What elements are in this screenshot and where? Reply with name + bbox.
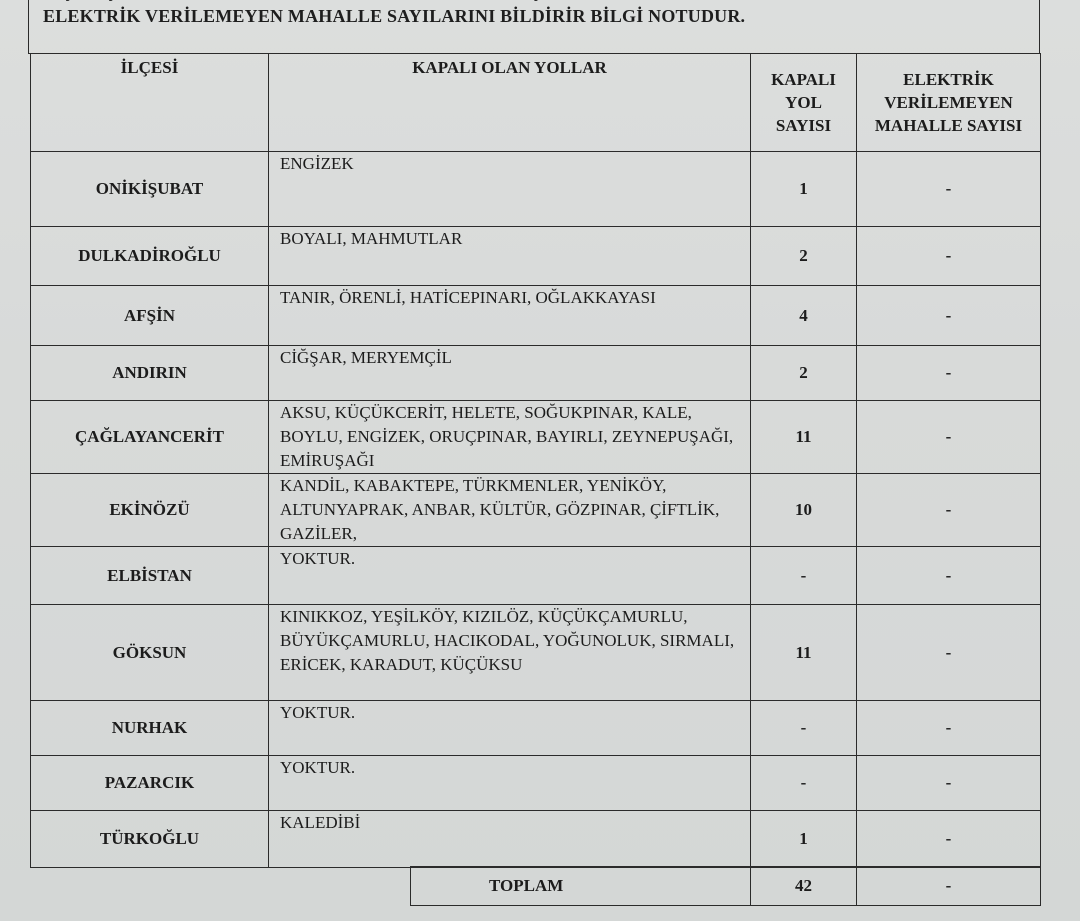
ilce-cell: PAZARCIK [31,756,269,811]
ilce-cell: ANDIRIN [31,346,269,401]
mahalle-cell: - [857,346,1041,401]
table-row [31,756,1041,811]
sayi-cell: 4 [751,286,857,346]
mahalle-cell: - [857,152,1041,227]
sayi-cell: 1 [751,152,857,227]
mahalle-cell: - [857,756,1041,811]
sayi-cell: - [751,701,857,756]
sayi-cell: 11 [751,605,857,701]
yollar-cell: CİĞŞAR, MERYEMÇİL [269,346,751,401]
ilce-cell: DULKADİROĞLU [31,227,269,286]
table-row [31,701,1041,756]
sayi-cell: - [751,756,857,811]
total-sayi: 42 [751,867,857,906]
table-row [31,346,1041,401]
ilce-cell: AFŞİN [31,286,269,346]
yollar-cell: BOYALI, MAHMUTLAR [269,227,751,286]
heading-box [28,0,1040,54]
ilce-cell: ÇAĞLAYANCERİT [31,401,269,474]
table-header-row [31,54,1041,152]
yollar-cell: AKSU, KÜÇÜKCERİT, HELETE, SOĞUKPINAR, KALE, BOYLU, ENGİZEK, ORUÇPINAR, BAYIRLI, ZEYNEPUŞAĞI, EMİRUŞAĞI [269,401,751,474]
table-row [31,605,1041,701]
total-mahalle: - [857,867,1041,906]
sayi-cell: 10 [751,474,857,547]
sayi-cell: 1 [751,811,857,868]
ilce-cell: ELBİSTAN [31,547,269,605]
heading-line-1 [43,0,803,2]
sayi-cell: - [751,547,857,605]
yollar-cell: KALEDİBİ [269,811,751,868]
mahalle-cell: - [857,227,1041,286]
sayi-cell: 2 [751,346,857,401]
mahalle-cell: - [857,286,1041,346]
sayi-cell: 2 [751,227,857,286]
mahalle-cell: - [857,547,1041,605]
column-header-ilce: İLÇESİ [31,54,269,152]
sayi-cell: 11 [751,401,857,474]
table-row [31,152,1041,227]
mahalle-cell: - [857,401,1041,474]
yollar-cell: TANIR, ÖRENLİ, HATİCEPINARI, OĞLAKKAYASI [269,286,751,346]
yollar-cell: ENGİZEK [269,152,751,227]
yollar-cell: YOKTUR. [269,756,751,811]
column-header-sayi: KAPALI YOL SAYISI [751,54,857,152]
heading-line-2: ELEKTRİK VERİLEMEYEN MAHALLE SAYILARINI BİLDİRİR BİLGİ NOTUDUR. [43,6,746,26]
ilce-cell: EKİNÖZÜ [31,474,269,547]
yollar-cell: KANDİL, KABAKTEPE, TÜRKMENLER, YENİKÖY, ALTUNYAPRAK, ANBAR, KÜLTÜR, GÖZPINAR, ÇİFTLİK, GAZİLER, [269,474,751,547]
mahalle-cell: - [857,474,1041,547]
table-row [31,811,1041,868]
mahalle-cell: - [857,605,1041,701]
mahalle-cell: - [857,811,1041,868]
column-header-mahalle: ELEKTRİK VERİLEMEYEN MAHALLE SAYISI [857,54,1041,152]
ilce-cell: TÜRKOĞLU [31,811,269,868]
table-row [31,474,1041,547]
mahalle-cell: - [857,701,1041,756]
ilce-cell: ONİKİŞUBAT [31,152,269,227]
yollar-cell: YOKTUR. [269,701,751,756]
yollar-cell: YOKTUR. [269,547,751,605]
table-row [31,286,1041,346]
table-row [31,227,1041,286]
total-label: TOPLAM [411,867,751,906]
ilce-cell: GÖKSUN [31,605,269,701]
table-row [31,401,1041,474]
total-row [411,867,1041,906]
yollar-cell: KINIKKOZ, YEŞİLKÖY, KIZILÖZ, KÜÇÜKÇAMURLU, BÜYÜKÇAMURLU, HACIKODAL, YOĞUNOLUK, SIRMALI, ERİCEK, KARADUT, KÜÇÜKSU [269,605,751,701]
column-header-yollar: KAPALI OLAN YOLLAR [269,54,751,152]
table-row [31,547,1041,605]
closed-roads-table [30,53,1041,868]
ilce-cell: NURHAK [31,701,269,756]
total-row-table [410,866,1041,906]
